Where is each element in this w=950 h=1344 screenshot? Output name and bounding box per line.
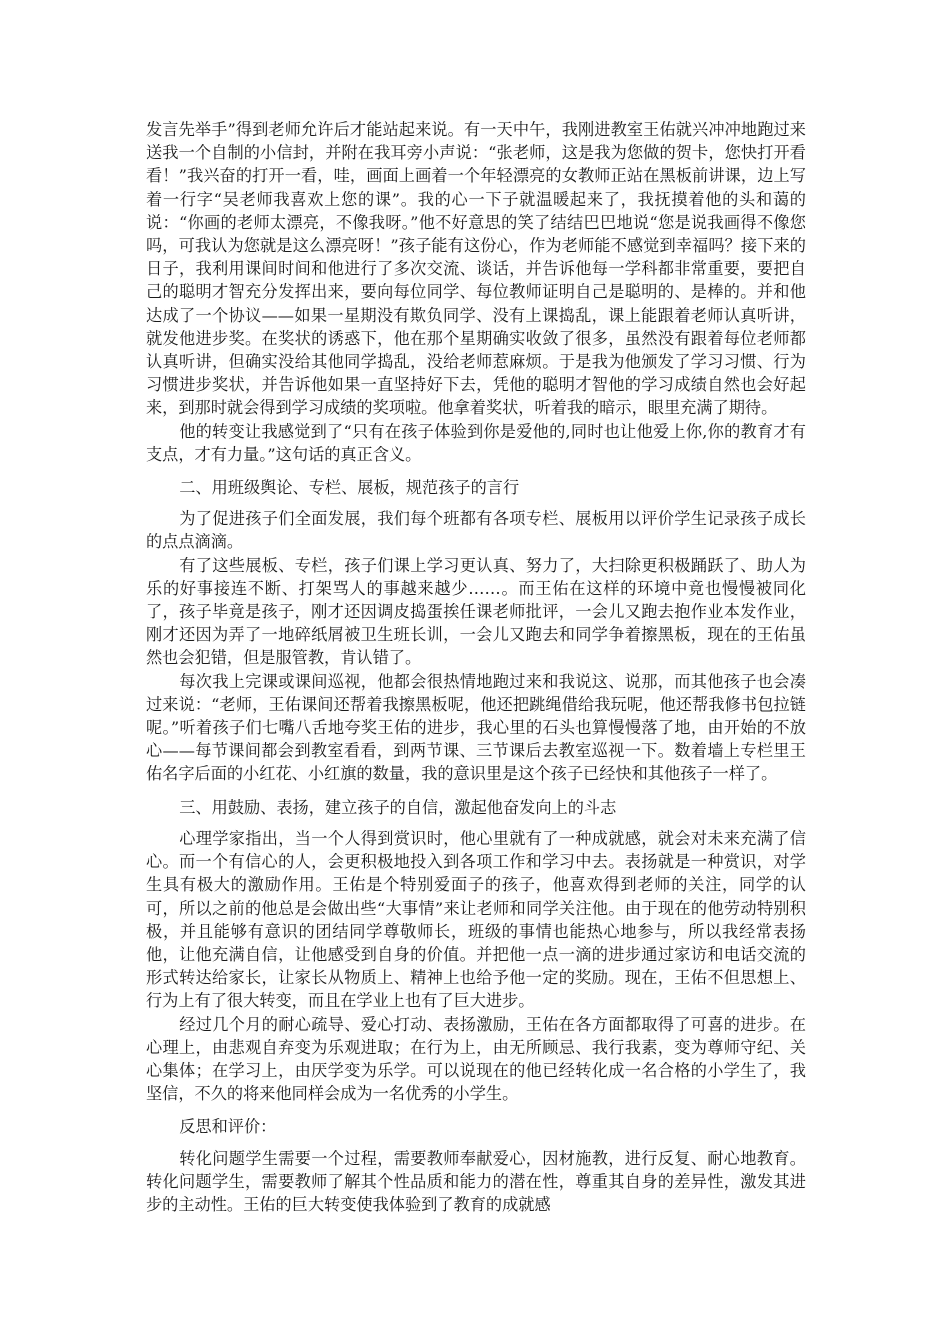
body-paragraph: 每次我上完课或课间巡视，他都会很热情地跑过来和我说这、说那，而其他孩子也会凑过来说：“老师，王佑课间还帮着我擦黑板呢，他还把跳绳借给我玩呢，他还帮我修书包拉链呢。”听着孩子们七嘴八舌地夸奖王佑的进步，我心里的石头也算慢慢落了地，由开始的不放心——每节课间都会到教室看看，到两节课、三节课后去教室巡视一下。数着墙上专栏里王佑名字后面的小红花、小红旗的数量，我的意识里是这个孩子已经快和其他孩子一样了。 (146, 671, 806, 784)
body-paragraph: 他的转变让我感觉到了“只有在孩子体验到你是爱他的,同时也让他爱上你,你的教育才有支点，才有力量。”这句话的真正含义。 (146, 421, 806, 464)
body-paragraph: 转化问题学生需要一个过程，需要教师奉献爱心，因材施教，进行反复、耐心地教育。转化问题学生，需要教师了解其个性品质和能力的潜在性，尊重其自身的差异性，激发其进步的主动性。王佑的巨大转变使我体验到了教育的成就感 (146, 1148, 806, 1214)
body-paragraph: 有了这些展板、专栏，孩子们课上学习更认真、努力了，大扫除更积极踊跃了、助人为乐的好事接连不断、打架骂人的事越来越少……。而王佑在这样的环境中竟也慢慢被同化了，孩子毕竟是孩子，刚才还因调皮捣蛋挨任课老师批评，一会儿又跑去抱作业本发作业，刚才还因为弄了一地碎纸屑被卫生班长训，一会儿又跑去和同学争着擦黑板，现在的王佑虽然也会犯错，但是服管教，肯认错了。 (146, 555, 806, 668)
body-paragraph: 发言先举手”得到老师允许后才能站起来说。有一天中午，我刚进教室王佑就兴冲冲地跑过来送我一个自制的小信封，并附在我耳旁小声说：“张老师，这是我为您做的贺卡，您快打开看看！”我兴奋的打开一看，哇，画面上画着一个年轻漂亮的女教师正站在黑板前讲课，边上写着一行字“吴老师我喜欢上您的课”。我的心一下子就温暖起来了，我抚摸着他的头和蔼的说：“你画的老师太漂亮，不像我呀。”他不好意思的笑了结结巴巴地说“您是说我画得不像您吗，可我认为您就是这么漂亮呀！”孩子能有这份心，作为老师能不感觉到幸福吗？接下来的日子，我利用课间时间和他进行了多次交流、谈话，并告诉他每一学科都非常重要，要把自己的聪明才智充分发挥出来，要向每位同学、每位教师证明自己是聪明的、是棒的。并和他达成了一个协议——如果一星期没有欺负同学、没有上课捣乱，课上能跟着老师认真听讲，就发他进步奖。在奖状的诱惑下，他在那个星期确实收敛了很多，虽然没有跟着每位老师都认真听讲，但确实没给其他同学捣乱，没给老师惹麻烦。于是我为他颁发了学习习惯、行为习惯进步奖状，并告诉他如果一直坚持好下去，凭他的聪明才智他的学习成绩自然也会好起来，到那时就会得到学习成绩的奖项啦。他拿着奖状，听着我的暗示，眼里充满了期待。 (146, 120, 806, 418)
section-heading: 二、用班级舆论、专栏、展板，规范孩子的言行 (179, 478, 520, 498)
body-paragraph: 经过几个月的耐心疏导、爱心打动、表扬激励，王佑在各方面都取得了可喜的进步。在心理上，由悲观自弃变为乐观进取；在行为上，由无所顾忌、我行我素，变为尊师守纪、关心集体；在学习上，由厌学变为乐学。可以说现在的他已经转化成一名合格的小学生了，我坚信，不久的将来他同样会成为一名优秀的小学生。 (146, 1014, 806, 1104)
body-paragraph: 心理学家指出，当一个人得到赏识时，他心里就有了一种成就感，就会对未来充满了信心。而一个有信心的人，会更积极地投入到各项工作和学习中去。表扬就是一种赏识，对学生具有极大的激励作用。王佑是个特别爱面子的孩子，他喜欢得到老师的关注，同学的认可，所以之前的他总是会做出些“大事情”来让老师和同学关注他。由于现在的他劳动特别积极，并且能够有意识的团结同学尊敬师长，班级的事情也能热心地参与，所以我经常表扬他，让他充满自信，让他感受到自身的价值。并把他一点一滴的进步通过家访和电话交流的形式转达给家长，让家长从物质上、精神上也给予他一定的奖励。现在，王佑不但思想上、行为上有了很大转变，而且在学业上也有了巨大进步。 (146, 828, 806, 1011)
body-paragraph: 为了促进孩子们全面发展，我们每个班都有各项专栏、展板用以评价学生记录孩子成长的点点滴滴。 (146, 509, 806, 552)
document-page (146, 118, 806, 1216)
section-heading: 反思和评价： (179, 1117, 277, 1137)
section-heading: 三、用鼓励、表扬，建立孩子的自信，激起他奋发向上的斗志 (179, 797, 617, 817)
